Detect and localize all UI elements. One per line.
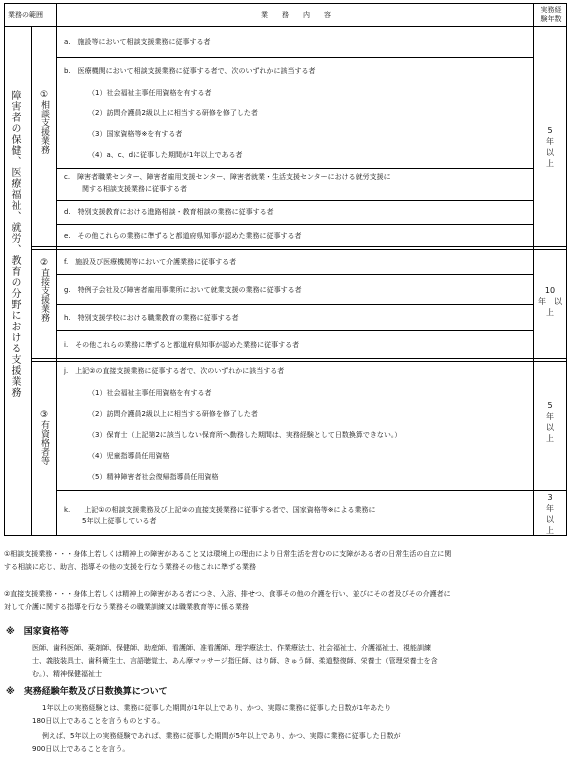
row-divider [56, 490, 533, 491]
row-divider [56, 168, 533, 169]
row-j-2: （2）訪問介護員2級以上に相当する研修を修了した者 [88, 410, 258, 418]
row-divider [56, 330, 533, 331]
years-separator [533, 490, 567, 491]
row-f: f. 施設及び医療機関等において介護業務に従事する者 [64, 258, 237, 266]
qualifications-list: 医師、歯科医師、薬剤師、保健師、助産師、看護師、准看護師、理学療法士、作業療法士、社会福祉士、介護福祉士、視能訓練 士、義肢装具士、歯科衛生士、言語聴覚士、あん摩マッサージ指圧師、はり師、きゅう師、柔道整復師、栄養士（管理栄養士を含 む。）、精神保健福祉士 [32, 644, 438, 678]
row-j-5: （5）精神障害者社会復帰指導員任用資格 [88, 473, 219, 481]
row-b-3: （3）国家資格等※を有する者 [88, 130, 183, 138]
row-b-1: （1）社会福祉主事任用資格を有する者 [88, 89, 212, 97]
row-b-4: （4）a、c、dに従事した期間が1年以上である者 [88, 151, 243, 159]
group-label-qualified: ③有資格者等 [39, 410, 49, 465]
row-c-line2: 関する相談支援業務に従事する者 [82, 185, 187, 193]
experience-text: 1年以上の実務経験とは、業務に従事した期間が1年以上であり、かつ、実際に業務に従事した日数が1年あたり 180日以上であることを言うものとする。 例えば、5年以上の実務経験であれば、業務に従事した期間が5年以上であり、かつ、実際に業務に従事した日数が 900日以上であることを言う。 [32, 704, 401, 753]
row-e: e. その他これらの業務に準ずると都道府県知事が認めた業務に従事する者 [64, 232, 302, 240]
row-g: g. 特例子会社及び障害者雇用事業所において就業支援の業務に従事する者 [64, 286, 302, 294]
col-divider-group [56, 3, 57, 536]
group-label-direct: ②直接支援業務 [39, 258, 49, 322]
group-separator [31, 361, 533, 362]
row-divider [56, 200, 533, 201]
col-divider-years [533, 3, 534, 536]
years-consultation: 5 年 以 上 [546, 126, 554, 168]
header-scope: 業務の範囲 [8, 11, 43, 19]
years-direct: 10 年 以 上 [538, 286, 562, 317]
row-divider [56, 304, 533, 305]
row-j-4: （4）児童指導員任用資格 [88, 452, 170, 460]
row-divider [56, 274, 533, 275]
row-divider [56, 57, 533, 58]
years-qualified: 5 年 以 上 [546, 401, 554, 443]
row-d: d. 特別支援教育における進路相談・教育相談の業務に従事する者 [64, 208, 274, 216]
group-separator [533, 361, 567, 362]
row-h: h. 特別支援学校における職業教育の業務に従事する者 [64, 314, 239, 322]
header-years: 実務経 験年数 [540, 6, 562, 23]
group-separator [31, 249, 567, 250]
row-j: j. 上記②の直接支援業務に従事する者で、次のいずれかに該当する者 [64, 367, 285, 375]
definition-direct-support: ②直接支援業務・・・身体上若しくは精神上の障害がある者につき、入浴、排せつ、食事その他の介護を行い、並びにその者及びその介護者に 対して介護に関する指導を行なう業務その職業訓練又は職業教育等に係る業務 [4, 590, 451, 611]
years-national-license: 3 年 以 上 [546, 493, 554, 535]
group-separator [31, 246, 567, 247]
row-c-line1: c. 障害者職業センター、障害者雇用支援センター、障害者就業・生活支援センターにおける就労支援に [64, 173, 391, 181]
experience-title: ※ 実務経験年数及び日数換算について [6, 687, 168, 697]
scope-label: 障害者の保健、医療福祉、就労、教育の分野における支援業務 [9, 90, 20, 398]
row-divider [56, 224, 533, 225]
row-j-3: （3）保育士（上記第2に該当しない保育所へ勤務した期間は、実務経験として日数換算できない。） [88, 431, 402, 439]
col-divider-scope [31, 26, 32, 536]
row-a: a. 施設等において相談支援業務に従事する者 [64, 38, 211, 46]
row-k-line1: k. 上記①の相談支援業務及び上記②の直接支援業務に従事する者で、国家資格等※による業務に [64, 506, 376, 514]
group-separator [533, 358, 567, 359]
row-j-1: （1）社会福祉主事任用資格を有する者 [88, 389, 212, 397]
qualifications-title: ※ 国家資格等 [6, 627, 69, 637]
definition-consultation: ①相談支援業務・・・身体上若しくは精神上の障害があること又は環境上の理由により日常生活を営むのに支障がある者の日常生活の自立に関 する相談に応じ、助言、指導その他の支援を行なう業務その他これに準ずる業務 [4, 550, 452, 571]
row-b-2: （2）訪問介護員2級以上に相当する研修を修了した者 [88, 109, 258, 117]
group-separator [31, 358, 533, 359]
row-i: i. その他これらの業務に準ずると都道府県知事が認めた業務に従事する者 [64, 341, 300, 349]
group-label-consultation: ①相談支援業務 [39, 90, 49, 154]
header-divider [4, 26, 567, 27]
header-content: 業 務 内 容 [261, 11, 331, 19]
row-k-line2: 5年以上従事している者 [82, 517, 157, 525]
row-b: b. 医療機関において相談支援業務に従事する者で、次のいずれかに該当する者 [64, 67, 316, 75]
